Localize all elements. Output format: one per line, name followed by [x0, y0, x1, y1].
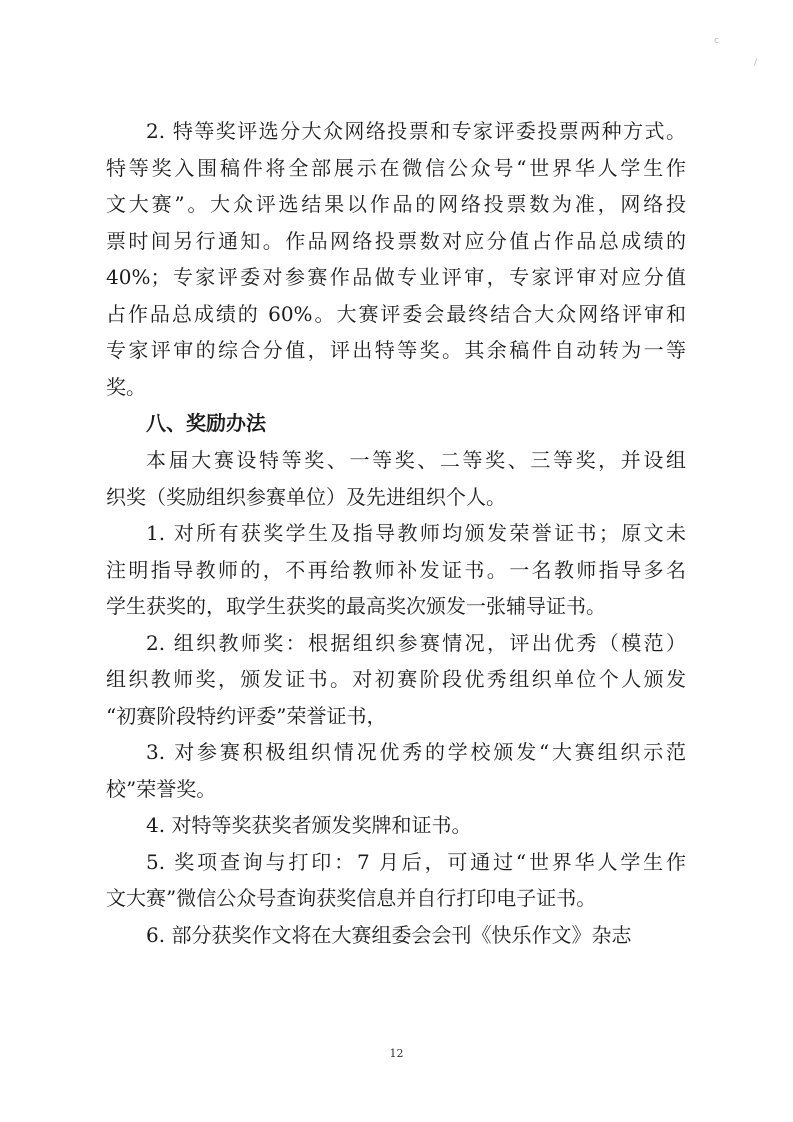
text-line: 占作品总成绩的 60%。大赛评委会最终结合大众网络评审和 — [106, 301, 686, 326]
text-line: 4. 对特等奖获奖者颁发奖牌和证书。 — [146, 813, 472, 837]
document-body — [106, 113, 686, 953]
text-line: 2. 组织教师奖：根据组织参赛情况，评出优秀（模范） — [146, 630, 686, 655]
section-heading: 八、奖励办法 — [146, 411, 266, 435]
text-line: 织奖（奖励组织参赛单位）及先进组织个人。 — [106, 484, 506, 509]
text-line: 文大赛”微信公众号查询获奖信息并自行打印电子证书。 — [106, 886, 597, 910]
text-line: 5. 奖项查询与打印：7 月后，可通过“世界华人学生作 — [146, 849, 686, 874]
text-line: 特等奖入围稿件将全部展示在微信公众号“世界华人学生作 — [106, 155, 686, 180]
scan-mark: c — [714, 36, 719, 46]
text-line: 6. 部分获奖作文将在大赛组委会会刊《快乐作文》杂志 — [146, 922, 632, 947]
text-line: 本届大赛设特等奖、一等奖、二等奖、三等奖，并设组 — [146, 448, 686, 472]
text-line: 2. 特等奖评选分大众网络投票和专家评委投票两种方式。 — [146, 119, 686, 143]
text-line: 学生获奖的，取学生获奖的最高奖次颁发一张辅导证书。 — [106, 594, 606, 618]
text-line: 校”荣誉奖。 — [106, 776, 217, 801]
text-line: 1. 对所有获奖学生及指导教师均颁发荣誉证书；原文未 — [146, 521, 686, 545]
text-line: 40%；专家评委对参赛作品做专业评审，专家评审对应分值 — [106, 265, 686, 289]
text-line: “初赛阶段特约评委”荣誉证书， — [106, 703, 387, 728]
paragraph-special-prize-selection — [106, 113, 686, 405]
section-rewards — [106, 442, 686, 953]
text-line: 专家评审的综合分值，评出特等奖。其余稿件自动转为一等 — [106, 338, 686, 362]
text-line: 3. 对参赛积极组织情况优秀的学校颁发“大赛组织示范 — [146, 740, 686, 764]
text-line: 组织教师奖，颁发证书。对初赛阶段优秀组织单位个人颁发 — [106, 667, 686, 691]
text-line: 注明指导教师的，不再给教师补发证书。一名教师指导多名 — [106, 557, 686, 582]
text-line: 票时间另行通知。作品网络投票数对应分值占作品总成绩的 — [106, 228, 686, 253]
text-line: 文大赛”。大众评选结果以作品的网络投票数为准，网络投 — [106, 192, 686, 216]
page-number: 12 — [389, 1047, 404, 1060]
scan-mark: / — [754, 58, 758, 68]
text-line: 奖。 — [106, 374, 146, 399]
